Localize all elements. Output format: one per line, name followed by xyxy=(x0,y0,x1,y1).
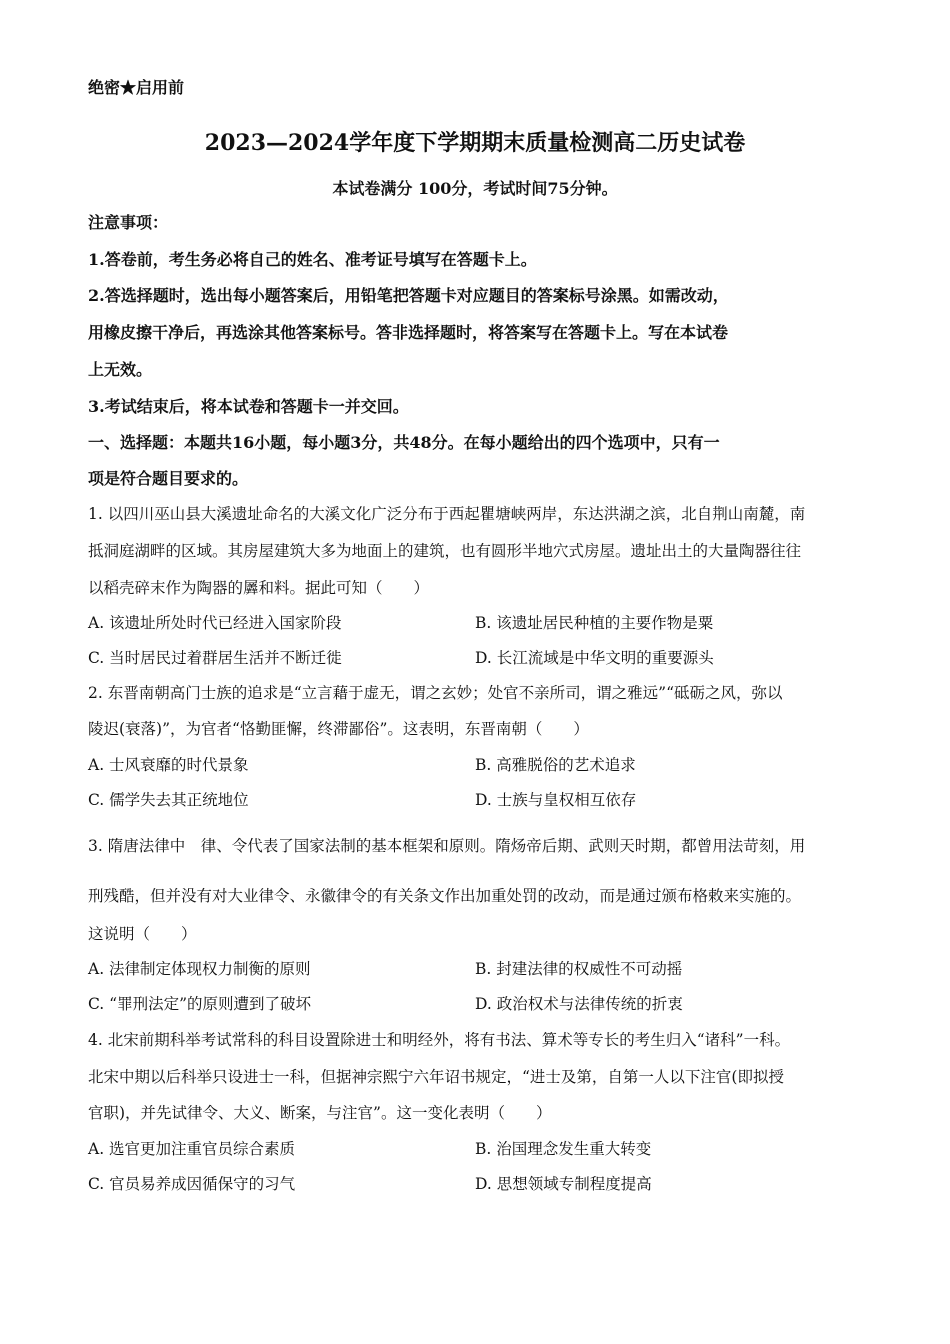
q1-stem-line-3: 以稻壳碎末作为陶器的羼和料。据此可知（ ） xyxy=(88,579,430,597)
exam-title: 2023—2024学年度下学期期末质量检测高二历史试卷 xyxy=(204,130,746,156)
q1-option-c[interactable]: C. 当时居民过着群居生活并不断迁徙 xyxy=(88,649,342,667)
q2-option-d[interactable]: D. 士族与皇权相互依存 xyxy=(475,791,637,809)
q4-stem-line-3: 官职)，并先试律令、大义、断案，与注官”。这一变化表明（ ） xyxy=(88,1104,552,1122)
section-1-line-2: 项是符合题目要求的。 xyxy=(88,469,249,488)
q2-option-c[interactable]: C. 儒学失去其正统地位 xyxy=(88,791,249,809)
q2-stem-line-2: 陵迟(衰落)”，为官者“恪勤匪懈，终滞鄙俗”。这表明，东晋南朝（ ） xyxy=(88,720,589,738)
q2-stem-line-1: 2. 东晋南朝高门士族的追求是“立言藉于虚无，谓之玄妙；处官不亲所司，谓之雅远”“砥砺之风，弥以 xyxy=(88,684,783,702)
note-1: 1.答卷前，考生务必将自己的姓名、准考证号填写在答题卡上。 xyxy=(88,250,537,269)
note-2-line-2: 用橡皮擦干净后，再选涂其他答案标号。答非选择题时，将答案写在答题卡上。写在本试卷 xyxy=(88,323,729,342)
q1-stem-line-1: 1. 以四川巫山县大溪遗址命名的大溪文化广泛分布于西起瞿塘峡两岸，东达洪湖之滨，北自荆山南麓，南 xyxy=(88,505,806,523)
q3-option-a[interactable]: A. 法律制定体现权力制衡的原则 xyxy=(88,960,311,978)
q2-option-a[interactable]: A. 士风衰靡的时代景象 xyxy=(88,756,249,774)
note-3: 3.考试结束后，将本试卷和答题卡一并交回。 xyxy=(88,397,409,416)
q3-stem-line-3: 这说明（ ） xyxy=(88,925,197,943)
confidential-label: 绝密★启用前 xyxy=(88,78,185,97)
q4-option-b[interactable]: B. 治国理念发生重大转变 xyxy=(475,1140,652,1158)
q4-stem-line-1: 4. 北宋前期科举考试常科的科目设置除进士和明经外，将有书法、算术等专长的考生归入“诸科”一科。 xyxy=(88,1031,791,1049)
exam-subtitle: 本试卷满分 100分，考试时间75分钟。 xyxy=(332,179,618,198)
q4-stem-line-2: 北宋中期以后科举只设进士一科，但据神宗熙宁六年诏书规定，“进士及第，自第一人以下注官(即拟授 xyxy=(88,1068,784,1086)
q3-stem-line-2: 刑残酷，但并没有对大业律令、永徽律令的有关条文作出加重处罚的改动，而是通过颁布格敕来实施的。 xyxy=(88,887,802,905)
q4-option-d[interactable]: D. 思想领域专制程度提高 xyxy=(475,1175,652,1193)
q3-stem-line-1: 3. 隋唐法律中 律、令代表了国家法制的基本框架和原则。隋炀帝后期、武则天时期，都曾用法苛刻，用 xyxy=(88,837,806,855)
note-2-line-1: 2.答选择题时，选出每小题答案后，用铅笔把答题卡对应题目的答案标号涂黑。如需改动， xyxy=(88,286,729,305)
q1-stem-line-2: 抵洞庭湖畔的区域。其房屋建筑大多为地面上的建筑，也有圆形半地穴式房屋。遗址出土的大量陶器往往 xyxy=(88,542,802,560)
notes-heading: 注意事项： xyxy=(88,213,169,232)
section-1-line-1: 一、选择题：本题共16小题，每小题3分，共48分。在每小题给出的四个选项中，只有一 xyxy=(88,433,720,452)
q2-option-b[interactable]: B. 高雅脱俗的艺术追求 xyxy=(475,756,636,774)
q4-option-c[interactable]: C. 官员易养成因循保守的习气 xyxy=(88,1175,296,1193)
q3-option-b[interactable]: B. 封建法律的权威性不可动摇 xyxy=(475,960,683,978)
q4-option-a[interactable]: A. 选官更加注重官员综合素质 xyxy=(88,1140,296,1158)
q3-option-c[interactable]: C. “罪刑法定”的原则遭到了破坏 xyxy=(88,995,312,1013)
note-2-line-3: 上无效。 xyxy=(88,360,153,379)
q1-option-d[interactable]: D. 长江流域是中华文明的重要源头 xyxy=(475,649,714,667)
q1-option-a[interactable]: A. 该遗址所处时代已经进入国家阶段 xyxy=(88,614,342,632)
q1-option-b[interactable]: B. 该遗址居民种植的主要作物是粟 xyxy=(475,614,714,632)
q3-option-d[interactable]: D. 政治权术与法律传统的折衷 xyxy=(475,995,683,1013)
